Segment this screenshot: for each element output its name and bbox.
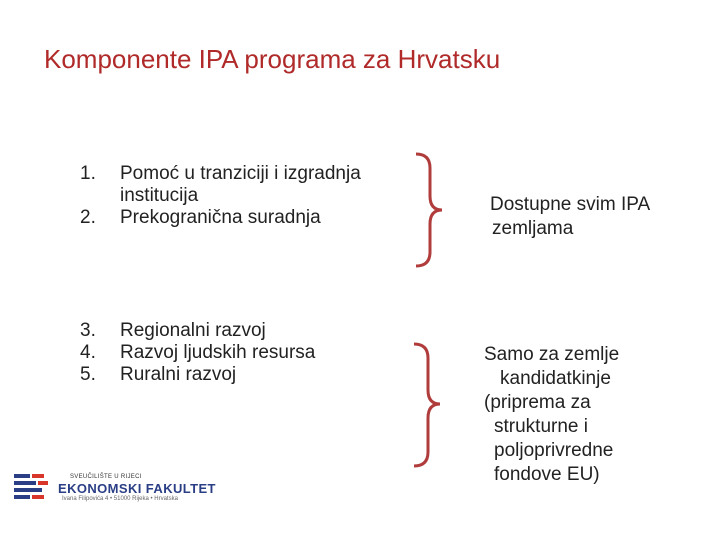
note-line: Dostupne svim IPA [490, 194, 651, 215]
list-item [80, 342, 420, 364]
note-line: fondove EU) [494, 464, 600, 485]
candidate-note [484, 343, 619, 487]
item-text: Razvoj ljudskih resursa [120, 342, 316, 363]
list-item [80, 163, 420, 207]
list-item [80, 364, 420, 386]
slide-title: Komponente IPA programa za Hrvatsku [44, 44, 501, 74]
logo-faculty-name: EKONOMSKI FAKULTET [58, 481, 216, 496]
item-text: Pomoć u tranziciji i izgradnja institucija [120, 163, 361, 206]
right-brace-icon [408, 340, 448, 470]
note-line: Samo za zemlje [484, 344, 620, 365]
item-text: Ruralni razvoj [120, 364, 237, 385]
note-line: poljoprivredne [494, 440, 614, 461]
availability-note [490, 193, 650, 241]
item-number: 1. [80, 163, 96, 184]
note-line: zemljama [492, 218, 574, 239]
list-item [80, 207, 420, 229]
note-line: (priprema za [484, 392, 591, 413]
right-brace-icon [410, 150, 450, 270]
item-number: 5. [80, 364, 96, 385]
item-number: 2. [80, 207, 96, 228]
logo-university: SVEUČILIŠTE U RIJECI [70, 474, 142, 480]
item-text: Regionalni razvoj [120, 320, 266, 341]
note-line: strukturne i [494, 416, 588, 437]
item-number: 4. [80, 342, 96, 363]
note-line: kandidatkinje [500, 368, 611, 389]
logo-address: Ivana Filipovića 4 • 51000 Rijeka • Hrvatska [62, 496, 178, 502]
component-list-group-2 [80, 320, 420, 386]
list-item [80, 320, 420, 342]
component-list-group-1 [80, 163, 420, 229]
faculty-logo-icon [14, 472, 54, 504]
item-text: Prekogranična suradnja [120, 207, 321, 228]
item-number: 3. [80, 320, 96, 341]
